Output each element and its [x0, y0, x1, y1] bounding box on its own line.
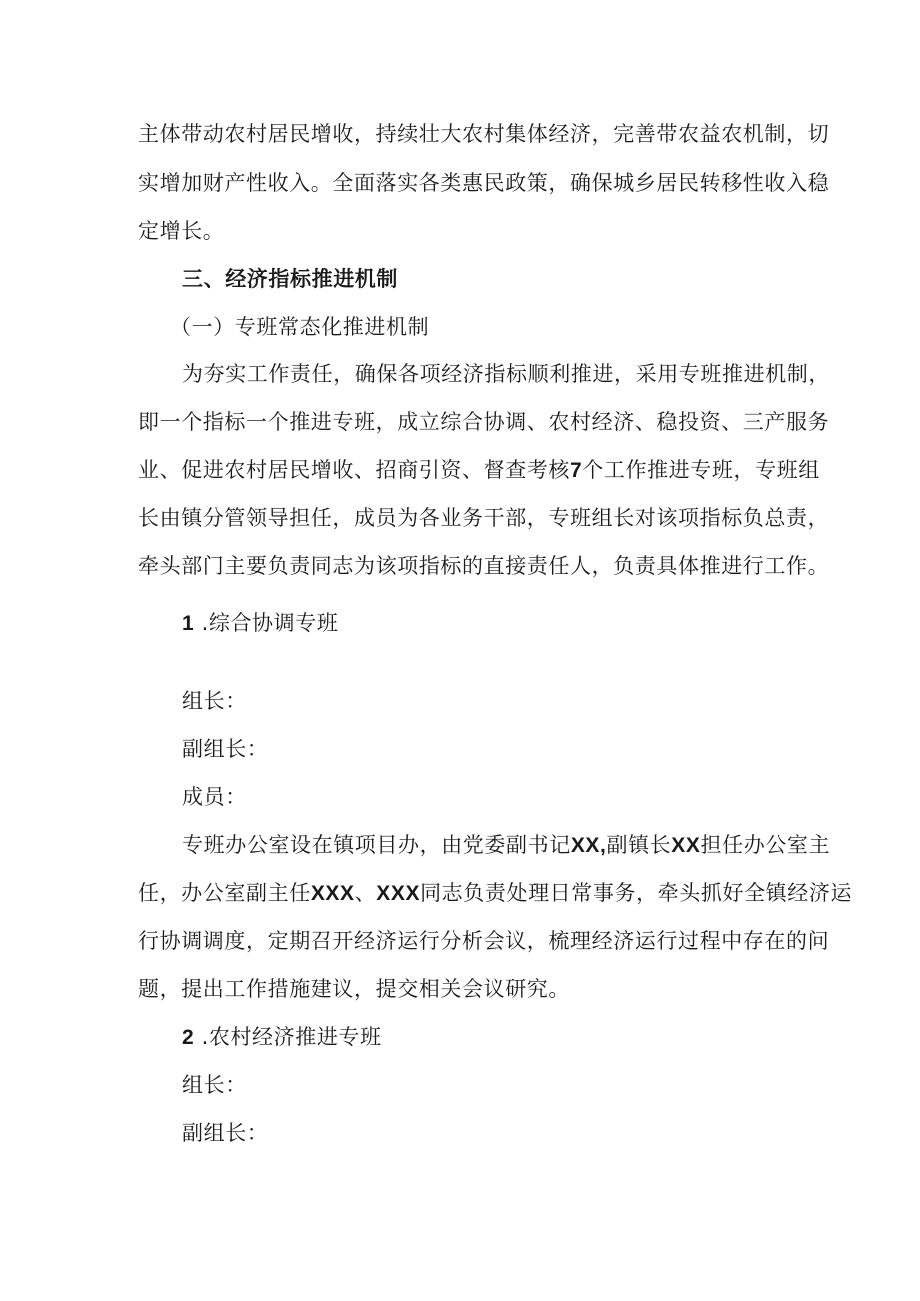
team-one-title: .综合协调专班 — [201, 611, 339, 635]
team-count: 7 — [570, 459, 583, 482]
team-two-leader-label: 组长： — [182, 1073, 247, 1097]
team-two-deputy-label: 副组长： — [182, 1121, 269, 1145]
office-line-1-part1: 专班办公室设在镇项目办，由党委副书记 — [182, 833, 571, 857]
subsection-one-heading: （一）专班常态化推进机制 — [170, 315, 430, 339]
office-line-4: 题，提出工作措施建议，提交相关会议研究。 — [138, 977, 570, 1001]
team-two-number: 2 — [182, 1026, 195, 1049]
section-three-heading: 三、经济指标推进机制 — [182, 267, 398, 291]
team-two-title: .农村经济推进专班 — [201, 1025, 382, 1049]
mechanism-line-3 — [138, 458, 820, 483]
office-line-1-part3: 担任办公室主 — [700, 833, 831, 857]
mechanism-line-3-after: 个工作推进专班，专班组 — [582, 458, 820, 482]
team-one-deputy-label: 副组长： — [182, 737, 269, 761]
mechanism-line-5-text: 牵头部门主要负责同志为该项指标的直接责任人，负责具体推进行工作。 — [138, 554, 830, 578]
office-name-4: XXX — [376, 882, 421, 905]
team-one-members-label: 成员： — [182, 785, 247, 809]
mechanism-line-4-text: 长由镇分管领导担任，成员为各业务干部，专班组长对该项指标负总责， — [138, 506, 830, 530]
mechanism-line-1-text: 为夯实工作责任，确保各项经济指标顺利推进，采用专班推进机制， — [182, 362, 830, 386]
office-line-1 — [182, 833, 830, 858]
mechanism-line-4 — [138, 506, 830, 530]
mechanism-line-1 — [182, 362, 830, 386]
office-line-2-part1: 任，办公室副主任 — [138, 881, 311, 905]
team-one-leader-label: 组长： — [182, 689, 247, 713]
intro-line-2 — [138, 171, 830, 195]
mechanism-line-2 — [138, 410, 830, 434]
team-two-heading — [182, 1025, 382, 1050]
office-line-2 — [138, 881, 852, 906]
office-name-1: XX, — [570, 834, 607, 857]
mechanism-line-5 — [138, 554, 829, 578]
office-sep: 、 — [354, 881, 377, 905]
intro-line-3: 定增长。 — [138, 219, 225, 243]
office-line-1-part2: 副镇长 — [606, 833, 672, 857]
team-one-heading — [182, 611, 338, 636]
mechanism-line-3-before: 业、促进农村居民增收、招商引资、督查考核 — [138, 458, 570, 482]
office-line-2-part2: 同志负责处理日常事务，牵头抓好全镇经济运 — [420, 881, 853, 905]
office-line-3 — [138, 929, 830, 953]
office-name-2: XX — [671, 834, 701, 857]
office-name-3: XXX — [310, 882, 355, 905]
intro-line-2-text: 实增加财产性收入。全面落实各类惠民政策，确保城乡居民转移性收入稳 — [138, 171, 830, 195]
office-line-3-text: 行协调调度，定期召开经济运行分析会议，梳理经济运行过程中存在的问 — [138, 929, 830, 953]
team-one-number: 1 — [182, 612, 195, 635]
intro-line-1 — [138, 122, 830, 146]
mechanism-line-2-text: 即一个指标一个推进专班，成立综合协调、农村经济、稳投资、三产服务 — [138, 410, 830, 434]
intro-line-1-text: 主体带动农村居民增收，持续壮大农村集体经济，完善带农益农机制，切 — [138, 122, 830, 146]
